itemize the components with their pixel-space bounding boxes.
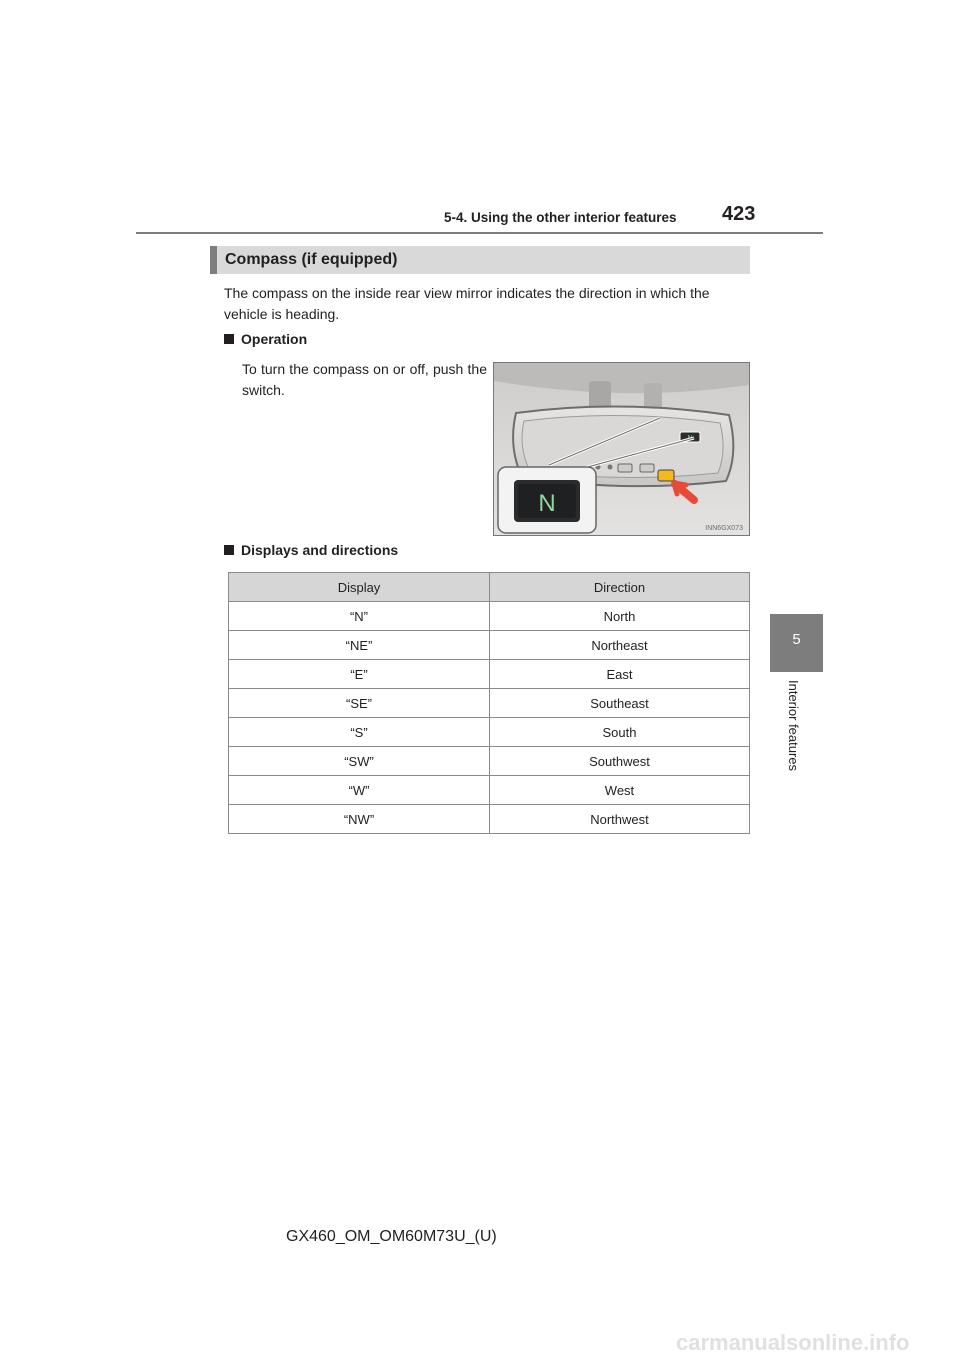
column-header-direction: Direction [490, 573, 750, 602]
table-row [229, 631, 750, 660]
display-cell: “NE” [229, 631, 490, 660]
chapter-number: 5 [792, 631, 801, 648]
table-header-row [229, 573, 750, 602]
direction-cell: South [490, 718, 750, 747]
page-number: 423 [722, 203, 756, 225]
direction-cell: Northwest [490, 805, 750, 834]
bullet-square-icon [224, 545, 234, 555]
display-cell: “NW” [229, 805, 490, 834]
header-section-title: 5-4. Using the other interior features [444, 210, 677, 225]
table-row [229, 805, 750, 834]
display-cell: “SE” [229, 689, 490, 718]
table-row [229, 689, 750, 718]
section-heading-text: Compass (if equipped) [225, 251, 398, 268]
display-cell: “S” [229, 718, 490, 747]
header-rule [136, 232, 823, 234]
display-cell: “SW” [229, 747, 490, 776]
directions-table [228, 572, 750, 834]
direction-cell: West [490, 776, 750, 805]
direction-cell: Southeast [490, 689, 750, 718]
intro-paragraph: The compass on the inside rear view mirror indicates the direction in which the vehicle is heading. [224, 285, 710, 322]
bullet-square-icon [224, 334, 234, 344]
direction-cell: Southwest [490, 747, 750, 776]
display-cell: “E” [229, 660, 490, 689]
zoom-display-letter: N [538, 490, 556, 517]
table-row [229, 602, 750, 631]
operation-heading-text: Operation [241, 331, 308, 347]
table-row [229, 718, 750, 747]
column-header-display: Display [229, 573, 490, 602]
display-cell: “N” [229, 602, 490, 631]
direction-cell: Northeast [490, 631, 750, 660]
chapter-tab [770, 614, 823, 672]
table-row [229, 660, 750, 689]
direction-cell: East [490, 660, 750, 689]
display-cell: “W” [229, 776, 490, 805]
table-row [229, 747, 750, 776]
displays-heading-text: Displays and directions [241, 542, 399, 558]
mirror-figure [493, 362, 750, 536]
displays-heading [224, 542, 398, 558]
footer-document-code: GX460_OM_OM60M73U_(U) [286, 1228, 497, 1245]
table-row [229, 776, 750, 805]
watermark: carmanualsonline.info [676, 1330, 910, 1355]
compass-switch-icon [658, 470, 674, 481]
operation-heading [224, 331, 307, 347]
direction-cell: North [490, 602, 750, 631]
figure-code: INN6GX073 [705, 525, 743, 532]
mirror-illustration [494, 363, 749, 535]
chapter-label: Interior features [786, 680, 801, 772]
operation-text: To turn the compass on or off, push the switch. [242, 361, 487, 398]
section-heading [210, 246, 750, 274]
